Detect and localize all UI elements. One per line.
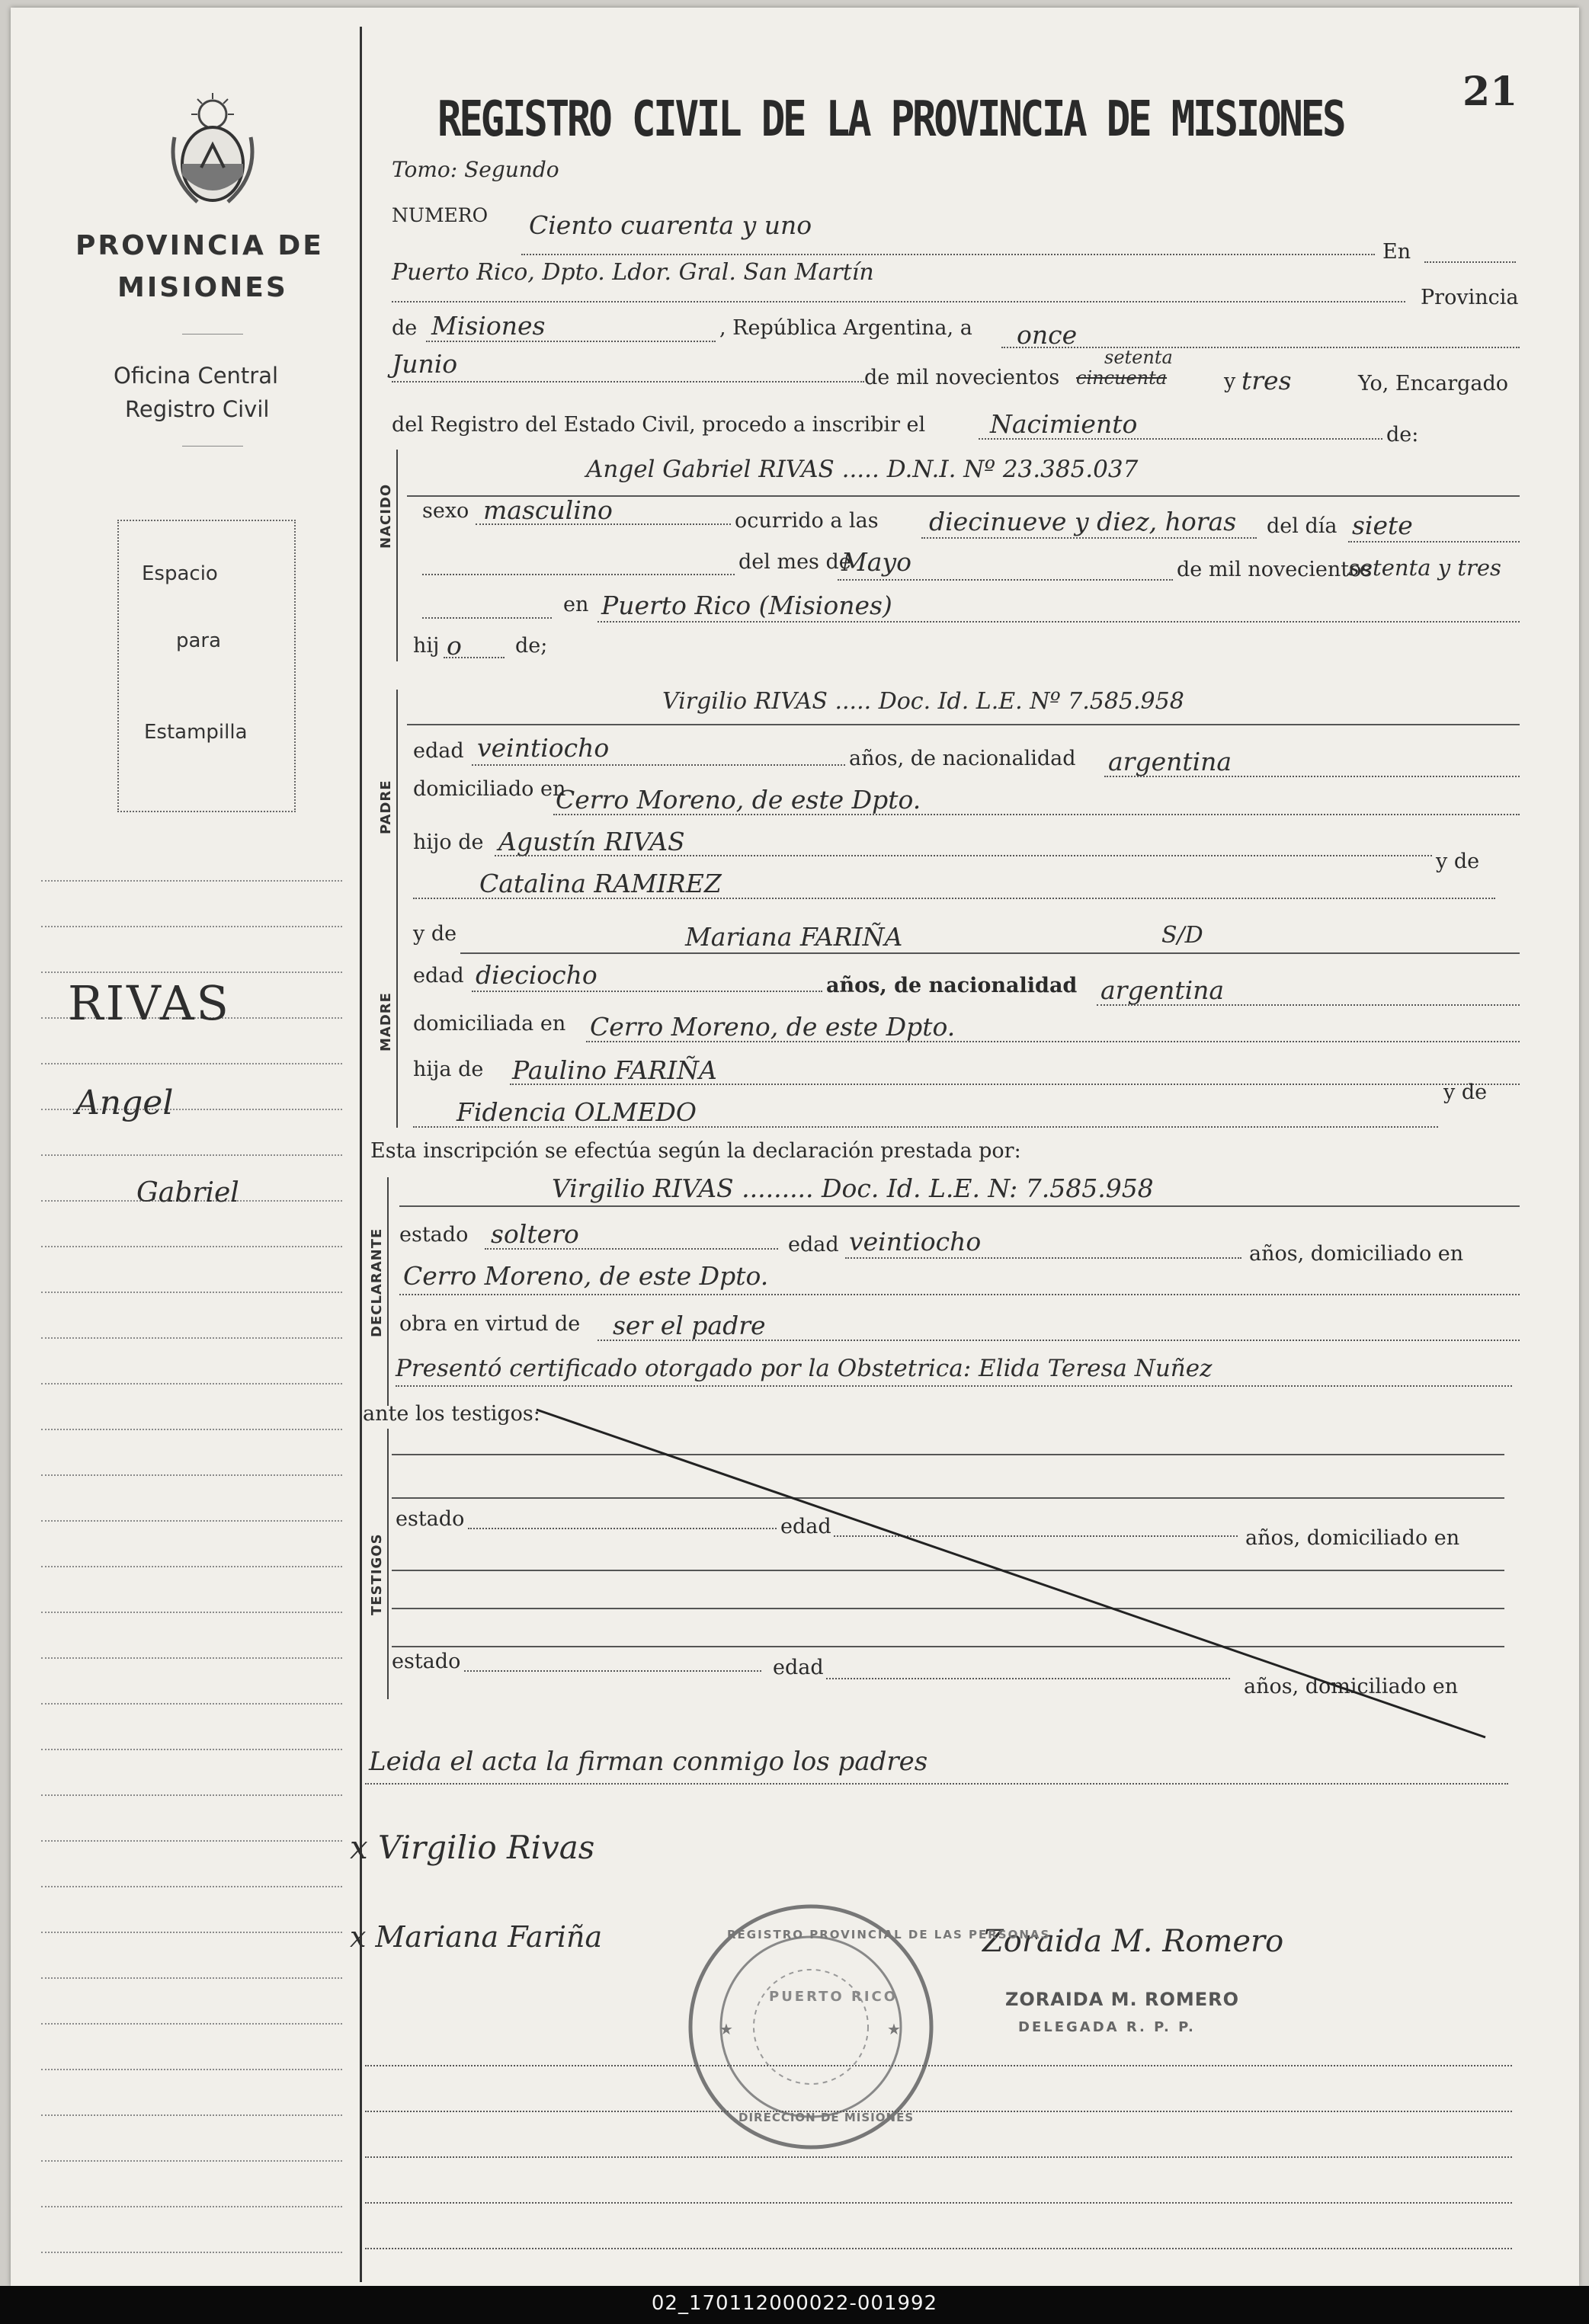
side-label-nacido: NACIDO (378, 483, 394, 549)
side-label-madre: MADRE (378, 992, 394, 1052)
margin-name-1: Angel (75, 1084, 174, 1122)
label-de: de (392, 316, 418, 340)
label-del-dia: del día (1267, 514, 1338, 538)
label-de-colon: de: (1386, 423, 1419, 447)
label-anios-domiciliado-decl: años, domiciliado en (1249, 1242, 1464, 1266)
field-decl-edad: veintiocho (849, 1227, 982, 1256)
page-title: REGISTRO CIVIL DE LA PROVINCIA DE MISIONES (437, 91, 1344, 148)
field-nacido: Angel Gabriel RIVAS ..... D.N.I. Nº 23.385.037 (586, 456, 1139, 483)
ruled-line (365, 2202, 1512, 2204)
field-hora: diecinueve y diez, horas (929, 507, 1237, 536)
field-madre: Mariana FARIÑA (685, 922, 903, 952)
field-mes-nac: Mayo (841, 547, 911, 577)
stamp-box-text-1: Espacio (142, 562, 218, 585)
label-y-de-madre-2: y de (1443, 1080, 1488, 1104)
field-lugar: Puerto Rico, Dpto. Ldor. Gral. San Martín (392, 259, 874, 286)
firma-madre-signature: x Mariana Fariña (350, 1920, 603, 1954)
label-edad-padre: edad (413, 739, 464, 763)
label-registro: del Registro del Estado Civil, procedo a inscribir el (392, 413, 926, 437)
field-padre-madre: Catalina RAMIREZ (479, 869, 722, 898)
svg-text:★: ★ (719, 2020, 733, 2038)
label-domiciliado-padre: domiciliado en (413, 777, 566, 801)
label-edad-t1: edad (780, 1515, 831, 1538)
field-certificado: Presentó certificado otorgado por la Obstetrica: Elida Teresa Nuñez (396, 1355, 1213, 1382)
ruled-line (365, 2248, 1512, 2249)
seal-inner-text: PUERTO RICO (769, 1989, 899, 2005)
field-decl-dom: Cerro Moreno, de este Dpto. (403, 1261, 769, 1291)
side-label-testigos: TESTIGOS (369, 1533, 385, 1615)
label-anios-nac-padre: años, de nacionalidad (849, 747, 1076, 770)
margin-surname: RIVAS (68, 975, 231, 1031)
field-padre-padre: Agustín RIVAS (498, 827, 685, 856)
field-numero: Ciento cuarenta y uno (529, 210, 812, 240)
side-label-padre: PADRE (378, 779, 394, 834)
svg-text:★: ★ (887, 2020, 901, 2038)
label-y-de-padre: y de (1436, 850, 1480, 873)
label-edad-t2: edad (773, 1656, 824, 1679)
label-en: En (1382, 240, 1411, 264)
label-hijo-de: hijo de (413, 831, 484, 854)
field-madre-nac: argentina (1100, 975, 1225, 1005)
field-anio-decada: setenta (1104, 347, 1173, 368)
ruled-line (365, 2065, 1512, 2066)
field-anio-nac: setenta y tres (1348, 555, 1501, 581)
label-edad-madre: edad (413, 964, 464, 988)
field-dia-nac: siete (1352, 511, 1413, 540)
field-lugar-nac: Puerto Rico (Misiones) (601, 591, 892, 620)
label-de-mil: de mil novecientos (864, 366, 1060, 389)
label-en-2: en (563, 593, 589, 616)
label-de-semicolon: de; (515, 634, 548, 658)
label-domiciliada: domiciliada en (413, 1012, 566, 1036)
stamp-box-text-2: para (176, 629, 222, 652)
label-inscripcion: Esta inscripción se efectúa según la declaración prestada por: (370, 1139, 1021, 1163)
label-republica: , República Argentina, a (719, 316, 972, 340)
field-padre: Virgilio RIVAS ..... Doc. Id. L.E. Nº 7.585.958 (662, 688, 1184, 715)
label-numero: NUMERO (392, 204, 489, 226)
field-padre-edad: veintiocho (477, 733, 610, 763)
field-sexo: masculino (483, 495, 613, 525)
field-mes: Junio (392, 349, 458, 379)
label-anios-domiciliado-t2: años, domiciliado en (1244, 1675, 1459, 1698)
stamp-box-text-3: Estampilla (144, 721, 248, 744)
field-anio-tachado: cincuenta (1076, 367, 1168, 389)
field-madre-madre: Fidencia OLMEDO (457, 1097, 697, 1127)
field-decl-virtud: ser el padre (613, 1311, 766, 1340)
footer-bar (0, 2286, 1589, 2324)
ruled-line (365, 2111, 1512, 2112)
field-acto: Nacimiento (990, 409, 1138, 439)
certificate-sheet (11, 8, 1579, 2286)
label-hija-de: hija de (413, 1058, 484, 1081)
field-declarante: Virgilio RIVAS ......... Doc. Id. L.E. N: 7.585.958 (552, 1173, 1154, 1203)
label-del-mes: del mes de (738, 550, 851, 574)
stamp-role: DELEGADA R. P. P. (1018, 2019, 1196, 2035)
firma-encargada-signature: Zoraida M. Romero (982, 1924, 1284, 1959)
tomo-note: Tomo: Segundo (392, 157, 559, 182)
field-lectura: Leida el acta la firman conmigo los padres (369, 1746, 928, 1777)
field-anio-unidad: tres (1241, 366, 1292, 395)
office-line2: Registro Civil (125, 396, 270, 422)
label-de-mil-2: de mil novecientos (1177, 558, 1373, 581)
field-decl-estado: soltero (491, 1219, 579, 1249)
field-padre-dom: Cerro Moreno, de este Dpto. (556, 785, 921, 815)
label-edad-decl: edad (788, 1233, 839, 1256)
label-y-de-madre: y de (413, 922, 457, 946)
label-anios-nac-madre: años, de nacionalidad (826, 974, 1078, 997)
seal-bottom-text: DIRECCIÓN DE MISIONES (738, 2111, 915, 2124)
label-anios-domiciliado-t1: años, domiciliado en (1245, 1526, 1460, 1550)
office-line1: Oficina Central (114, 363, 279, 389)
field-madre-doc: S/D (1161, 922, 1203, 949)
field-madre-dom: Cerro Moreno, de este Dpto. (590, 1012, 956, 1042)
field-hijo-suffix: o (447, 631, 462, 661)
stamp-name: ZORAIDA M. ROMERO (1005, 1989, 1240, 2010)
field-provincia: Misiones (431, 311, 546, 341)
firma-padre-signature: x Virgilio Rivas (350, 1829, 595, 1866)
side-label-declarante: DECLARANTE (369, 1228, 385, 1337)
label-hijo: hij (413, 634, 440, 658)
label-sexo: sexo (422, 499, 469, 523)
label-ocurrido: ocurrido a las (735, 509, 879, 533)
label-ante-testigos: ante los testigos: (363, 1402, 540, 1426)
field-padre-nac: argentina (1108, 747, 1232, 776)
label-estado-t2: estado (392, 1650, 461, 1673)
page-number: 21 (1462, 69, 1518, 115)
label-estado-t1: estado (396, 1507, 465, 1531)
label-provincia: Provincia (1421, 286, 1519, 309)
field-dia: once (1017, 320, 1078, 350)
label-y: y (1224, 370, 1236, 393)
label-yo-encargado: Yo, Encargado (1358, 372, 1509, 395)
label-obra-virtud: obra en virtud de (399, 1312, 581, 1336)
province-line1: PROVINCIA DE (75, 230, 324, 261)
footer-id: 02_170112000022-001992 (651, 2292, 938, 2315)
label-estado-decl: estado (399, 1223, 469, 1247)
province-line2: MISIONES (117, 272, 288, 303)
seal-outer-text: REGISTRO PROVINCIAL DE LAS PERSONAS (727, 1928, 1051, 1941)
margin-name-2: Gabriel (136, 1177, 239, 1208)
ruled-line (365, 2156, 1512, 2158)
field-madre-edad: dieciocho (476, 960, 597, 990)
field-madre-padre: Paulino FARIÑA (512, 1055, 717, 1085)
